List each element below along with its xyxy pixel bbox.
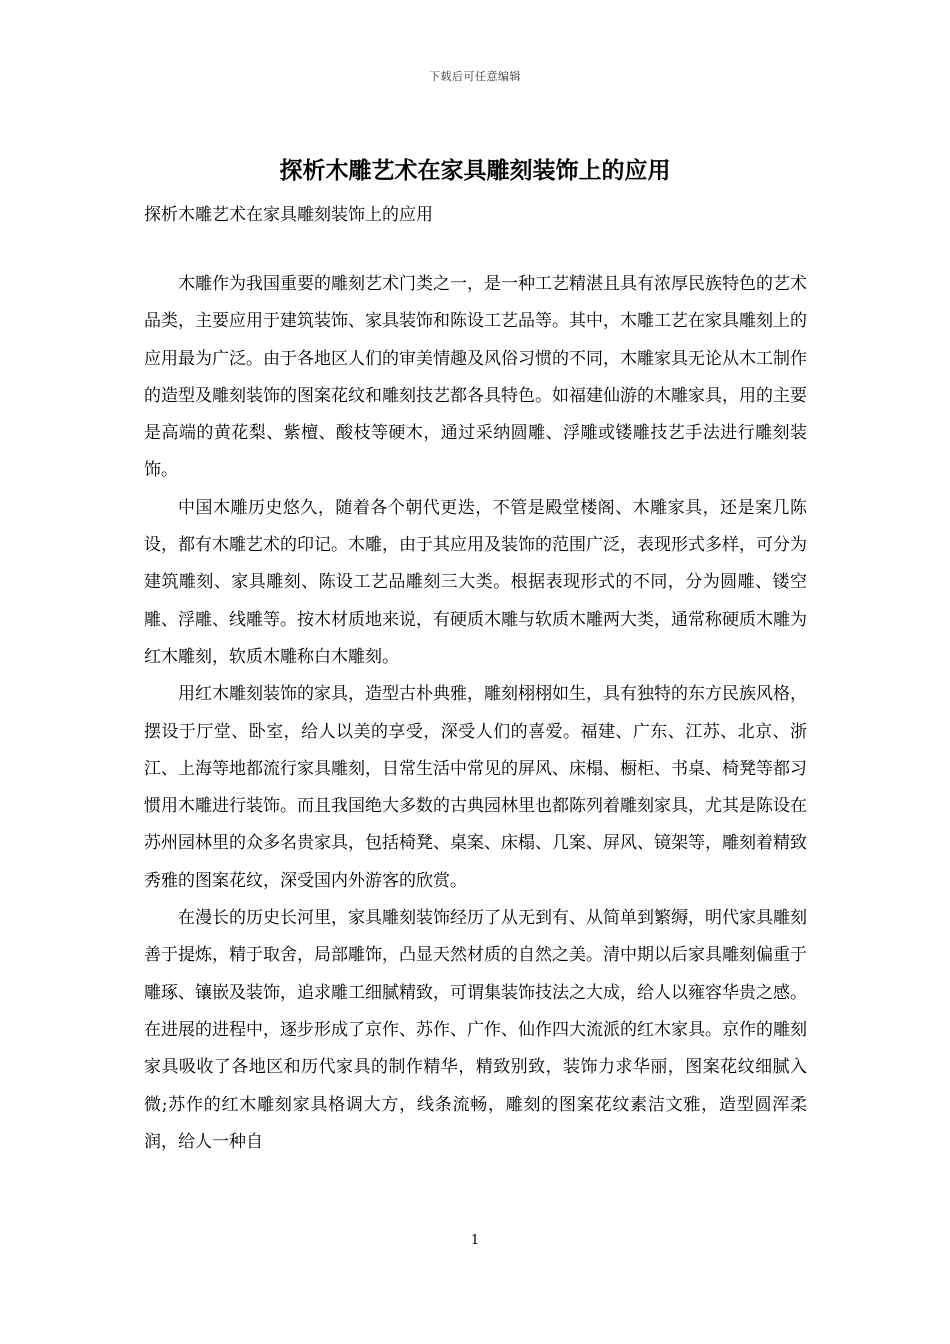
- body-paragraph: 木雕作为我国重要的雕刻艺术门类之一，是一种工艺精湛且具有浓厚民族特色的艺术品类，主要应用于建筑装饰、家具装饰和陈设工艺品等。其中，木雕工艺在家具雕刻上的应用最为广泛。由于各地区人们的审美情趣及风俗习惯的不同，木雕家具无论从木工制作的造型及雕刻装饰的图案花纹和雕刻技艺都各具特色。如福建仙游的木雕家具，用的主要是高端的黄花梨、紫檀、酸枝等硬木，通过采纳圆雕、浮雕或镂雕技艺手法进行雕刻装饰。: [144, 274, 807, 481]
- document-body: [144, 266, 807, 1161]
- body-paragraph: 用红木雕刻装饰的家具，造型古朴典雅，雕刻栩栩如生，具有独特的东方民族风格，摆设于厅堂、卧室，给人以美的享受，深受人们的喜爱。福建、广东、江苏、北京、浙江、上海等地都流行家具雕刻，日常生活中常见的屏风、床榻、橱柜、书桌、椅凳等都习惯用木雕进行装饰。而且我国绝大多数的古典园林里也都陈列着雕刻家具，尤其是陈设在苏州园林里的众多名贵家具，包括椅凳、桌案、床榻、几案、屏风、镜架等，雕刻着精致秀雅的图案花纹，深受国内外游客的欣赏。: [144, 684, 807, 891]
- page-header-note: 下载后可任意编辑: [429, 70, 521, 83]
- body-paragraph: 中国木雕历史悠久，随着各个朝代更迭，不管是殿堂楼阁、木雕家具，还是案几陈设，都有木雕艺术的印记。木雕，由于其应用及装饰的范围广泛，表现形式多样，可分为建筑雕刻、家具雕刻、陈设工艺品雕刻三大类。根据表现形式的不同，分为圆雕、镂空雕、浮雕、线雕等。按木材质地来说，有硬质木雕与软质木雕两大类，通常称硬质木雕为红木雕刻，软质木雕称白木雕刻。: [144, 497, 807, 667]
- document-title: 探析木雕艺术在家具雕刻装饰上的应用: [279, 158, 671, 184]
- body-paragraph: 在漫长的历史长河里，家具雕刻装饰经历了从无到有、从简单到繁缛，明代家具雕刻善于提炼，精于取舍，局部雕饰，凸显天然材质的自然之美。清中期以后家具雕刻偏重于雕琢、镶嵌及装饰，追求雕工细腻精致，可谓集装饰技法之大成，给人以雍容华贵之感。在进展的进程中，逐步形成了京作、苏作、广作、仙作四大流派的红木家具。京作的雕刻家具吸收了各地区和历代家具的制作精华，精致别致，装饰力求华丽，图案花纹细腻入微;苏作的红木雕刻家具格调大方，线条流畅，雕刻的图案花纹素洁文雅，造型圆浑柔润，给人一种自: [144, 908, 807, 1152]
- document-subtitle: 探析木雕艺术在家具雕刻装饰上的应用: [144, 205, 433, 225]
- page-number: 1: [470, 1233, 480, 1248]
